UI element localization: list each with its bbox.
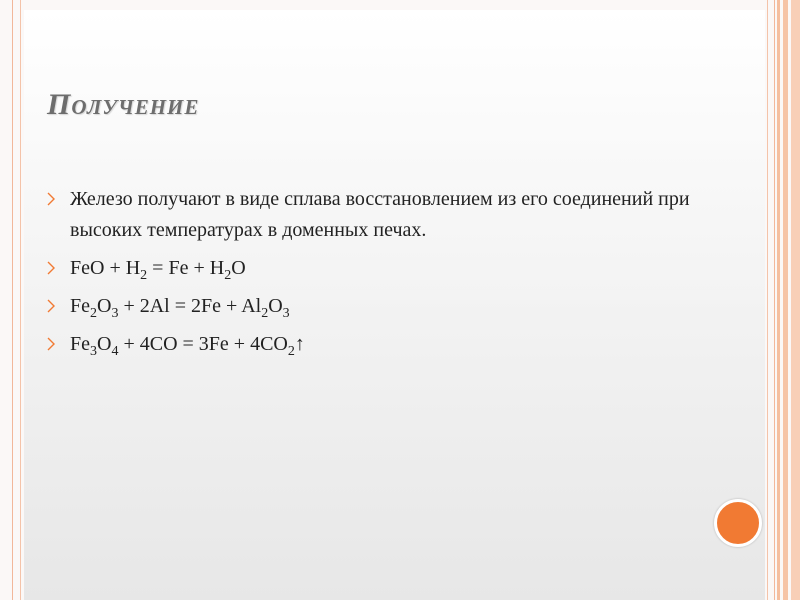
bullet-item [47, 291, 707, 322]
subscript: 2 [90, 306, 97, 321]
bullet-text [70, 257, 246, 283]
bullet-item [47, 253, 707, 284]
text-run: Железо получают в виде сплава восстановлением из его соединений при высоких температурах в доменных печах. [70, 188, 690, 241]
subscript: 2 [287, 344, 295, 359]
decor-stripe [791, 0, 800, 600]
frame-left-line [20, 0, 21, 600]
text-run: O [97, 295, 112, 317]
subscript: 3 [282, 306, 290, 321]
text-run: FeO + H [70, 257, 141, 279]
frame-right-line [767, 0, 768, 600]
arrow-bullet-icon [47, 337, 56, 351]
bullet-text [70, 188, 690, 241]
subscript: 2 [261, 306, 269, 321]
text-run: + 2Al = 2Fe + Al [118, 295, 262, 317]
arrow-bullet-icon [47, 192, 56, 206]
subscript: 2 [224, 268, 232, 283]
subscript: 3 [90, 344, 97, 359]
bullet-text [70, 333, 305, 359]
decor-stripe [783, 0, 788, 600]
text-run: = Fe + H [147, 257, 225, 279]
arrow-bullet-icon [47, 261, 56, 275]
text-run: Fe [70, 295, 90, 317]
decor-stripe [777, 0, 780, 600]
subscript: 3 [111, 306, 119, 321]
text-run: O [97, 333, 112, 355]
arrow-bullet-icon [47, 299, 56, 313]
text-run: O [231, 257, 246, 279]
text-run: Fe [70, 333, 90, 355]
subscript: 4 [111, 344, 119, 359]
bullet-list [47, 184, 707, 367]
bullet-item [47, 329, 707, 360]
text-run: + 4CO = 3Fe + 4CO [118, 333, 288, 355]
text-run: ↑ [294, 333, 305, 355]
slide-title: Получение [47, 88, 200, 121]
bullet-text [70, 295, 290, 321]
orange-circle-decoration [714, 499, 762, 547]
bullet-item [47, 184, 707, 246]
text-run: O [268, 295, 283, 317]
subscript: 2 [140, 268, 148, 283]
